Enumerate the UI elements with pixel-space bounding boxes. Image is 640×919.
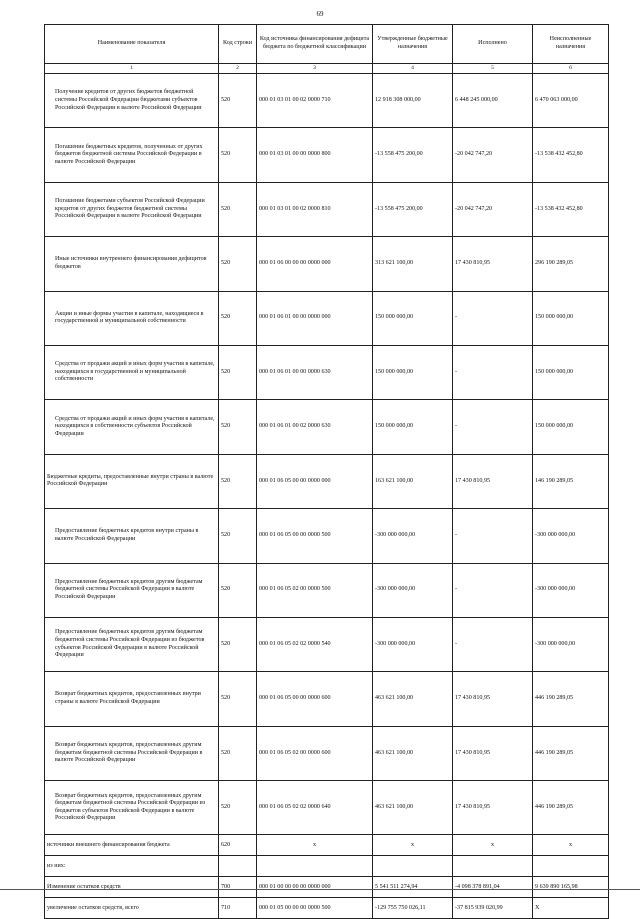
row-name: Предоставление бюджетных кредитов внутри страны в валюте Российской Федерации	[45, 509, 219, 563]
header-source-code: Код источника финансирования дефицита бюджета по бюджетной классификации	[257, 25, 373, 64]
row-source-code: x	[257, 835, 373, 856]
empty-cell	[453, 856, 533, 877]
row-line-code: 520	[219, 182, 257, 236]
column-number: 2	[219, 64, 257, 74]
row-line-code: 520	[219, 400, 257, 454]
row-unexecuted: 150 000 000,00	[533, 345, 609, 399]
row-approved: 150 000 000,00	[373, 291, 453, 345]
header-line-code: Код строки	[219, 25, 257, 64]
column-number: 1	[45, 64, 219, 74]
row-name: увеличение остатков средств, всего	[45, 898, 219, 919]
row-executed: 17 430 810,95	[453, 237, 533, 291]
row-source-code: 000 01 03 01 00 00 0000 800	[257, 128, 373, 182]
row-name: источники внешнего финансирования бюджета	[45, 835, 219, 856]
table-row	[45, 182, 609, 236]
row-approved: 463 621 100,00	[373, 781, 453, 835]
row-approved: 5 541 511 274,94	[373, 877, 453, 898]
empty-cell	[373, 856, 453, 877]
row-unexecuted: -300 000 000,00	[533, 617, 609, 671]
row-name: Бюджетные кредиты, предоставленные внутри страны в валюте Российской Федерации	[45, 454, 219, 508]
row-unexecuted: 150 000 000,00	[533, 291, 609, 345]
row-approved: -129 755 750 026,11	[373, 898, 453, 919]
table-row	[45, 781, 609, 835]
header-indicator-name: Наименование показателя	[45, 25, 219, 64]
header-approved: Утвержденные бюджетные назначения	[373, 25, 453, 64]
row-executed: -	[453, 509, 533, 563]
row-source-code: 000 01 06 05 02 00 0000 600	[257, 726, 373, 780]
table-row	[45, 345, 609, 399]
row-line-code: 520	[219, 617, 257, 671]
row-unexecuted: 6 470 063 000,00	[533, 74, 609, 128]
row-executed: 17 430 810,95	[453, 672, 533, 726]
row-name: Предоставление бюджетных кредитов другим бюджетам бюджетной системы Российской Федерации в валюте Российской Федерации	[45, 563, 219, 617]
header-row	[45, 25, 609, 64]
row-line-code: 520	[219, 563, 257, 617]
column-number: 4	[373, 64, 453, 74]
empty-cell	[533, 856, 609, 877]
row-name: Возврат бюджетных кредитов, предоставленных другим бюджетам бюджетной системы Российской Федерации в валюте Российской Федерации	[45, 726, 219, 780]
row-unexecuted: 446 190 289,05	[533, 672, 609, 726]
row-line-code: 520	[219, 781, 257, 835]
row-line-code: 710	[219, 898, 257, 919]
budget-sources-table	[44, 24, 609, 919]
row-name: Возврат бюджетных кредитов, предоставленных внутри страны в валюте Российской Федерации	[45, 672, 219, 726]
row-approved: 163 621 100,00	[373, 454, 453, 508]
row-executed: -	[453, 563, 533, 617]
table-row	[45, 726, 609, 780]
row-approved: 150 000 000,00	[373, 345, 453, 399]
row-executed: x	[453, 835, 533, 856]
row-name: Возврат бюджетных кредитов, предоставленных другим бюджетам бюджетной системы Российской Федерации из бюджетов субъектов Российской Федерации в валюте Российской Федерации	[45, 781, 219, 835]
row-unexecuted: 9 639 890 165,98	[533, 877, 609, 898]
empty-cell	[257, 856, 373, 877]
column-number-row	[45, 64, 609, 74]
row-name: из них:	[45, 856, 219, 877]
row-line-code: 520	[219, 291, 257, 345]
row-name: Изменение остатков средств	[45, 877, 219, 898]
row-name: Погашение бюджетами субъектов Российской Федерации кредитов от других бюджетов бюджетной системы Российской Федерации в валюте Российской Федерации	[45, 182, 219, 236]
header-unexecuted: Неисполненные назначения	[533, 25, 609, 64]
row-line-code: 520	[219, 345, 257, 399]
row-unexecuted: -300 000 000,00	[533, 563, 609, 617]
row-source-code: 000 01 03 01 00 02 0000 710	[257, 74, 373, 128]
row-approved: 463 621 100,00	[373, 672, 453, 726]
row-unexecuted: -13 538 432 452,80	[533, 128, 609, 182]
column-number: 6	[533, 64, 609, 74]
row-unexecuted: 296 190 289,05	[533, 237, 609, 291]
row-name: Иные источники внутреннего финансирования дефицитов бюджетов	[45, 237, 219, 291]
row-executed: 17 430 810,95	[453, 454, 533, 508]
row-source-code: 000 01 06 05 02 02 0000 540	[257, 617, 373, 671]
row-approved: -13 558 475 200,00	[373, 128, 453, 182]
row-line-code: 520	[219, 237, 257, 291]
row-unexecuted: -13 538 432 452,80	[533, 182, 609, 236]
row-executed: 6 448 245 000,00	[453, 74, 533, 128]
table-row	[45, 74, 609, 128]
table-row	[45, 128, 609, 182]
row-approved: x	[373, 835, 453, 856]
row-approved: -13 558 475 200,00	[373, 182, 453, 236]
row-line-code: 520	[219, 509, 257, 563]
row-source-code: 000 01 00 00 00 00 0000 000	[257, 877, 373, 898]
row-source-code: 000 01 06 05 00 00 0000 600	[257, 672, 373, 726]
row-approved: -300 000 000,00	[373, 617, 453, 671]
row-unexecuted: x	[533, 835, 609, 856]
table-row	[45, 877, 609, 898]
row-source-code: 000 01 06 05 00 00 0000 500	[257, 509, 373, 563]
row-executed: 17 430 810,95	[453, 781, 533, 835]
row-line-code: 520	[219, 454, 257, 508]
page-bottom-rule	[0, 889, 640, 890]
row-name: Средства от продажи акций и иных форм участия в капитале, находящихся в государственной и муниципальной собственности	[45, 345, 219, 399]
row-executed: -20 042 747,20	[453, 182, 533, 236]
row-source-code: 000 01 03 01 00 02 0000 810	[257, 182, 373, 236]
row-approved: -300 000 000,00	[373, 563, 453, 617]
row-executed: -	[453, 617, 533, 671]
row-approved: 313 621 100,00	[373, 237, 453, 291]
row-name: Предоставление бюджетных кредитов другим бюджетам бюджетной системы Российской Федерации из бюджетов субъектов Российской Федерации в валюте Российской Федерации	[45, 617, 219, 671]
row-line-code: 700	[219, 877, 257, 898]
row-approved: 12 918 308 000,00	[373, 74, 453, 128]
row-name: Получение кредитов от других бюджетов бюджетной системы Российской Федерации бюджетами субъектов Российской Федерации в валюте Российской Федерации	[45, 74, 219, 128]
row-name: Акции и иные формы участия в капитале, находящиеся в государственной и муниципальной собственности	[45, 291, 219, 345]
table-row	[45, 563, 609, 617]
row-source-code: 000 01 05 00 00 00 0000 500	[257, 898, 373, 919]
row-line-code: 520	[219, 128, 257, 182]
row-line-code: 520	[219, 672, 257, 726]
row-source-code: 000 01 06 01 00 00 0000 630	[257, 345, 373, 399]
row-unexecuted: -300 000 000,00	[533, 509, 609, 563]
row-source-code: 000 01 06 05 00 00 0000 000	[257, 454, 373, 508]
row-approved: 463 621 100,00	[373, 726, 453, 780]
row-executed: 17 430 810,95	[453, 726, 533, 780]
row-source-code: 000 01 06 01 00 02 0000 630	[257, 400, 373, 454]
row-executed: -20 042 747,20	[453, 128, 533, 182]
row-name: Средства от продажи акций и иных форм участия в капитале, находящихся в собственности субъектов Российской Федерации	[45, 400, 219, 454]
row-unexecuted: 446 190 289,05	[533, 781, 609, 835]
column-number: 3	[257, 64, 373, 74]
row-source-code: 000 01 06 00 00 00 0000 000	[257, 237, 373, 291]
table-row	[45, 617, 609, 671]
empty-cell	[219, 856, 257, 877]
table-row	[45, 509, 609, 563]
page-number: 69	[316, 10, 324, 18]
column-number: 5	[453, 64, 533, 74]
header-executed: Исполнено	[453, 25, 533, 64]
table-row	[45, 237, 609, 291]
table-row	[45, 672, 609, 726]
table-row	[45, 898, 609, 919]
table-row	[45, 291, 609, 345]
row-line-code: 520	[219, 74, 257, 128]
row-line-code: 620	[219, 835, 257, 856]
table-row	[45, 454, 609, 508]
row-unexecuted: X	[533, 898, 609, 919]
row-unexecuted: 150 000 000,00	[533, 400, 609, 454]
row-executed: -4 098 378 891,04	[453, 877, 533, 898]
row-executed: -	[453, 345, 533, 399]
row-line-code: 520	[219, 726, 257, 780]
row-unexecuted: 146 190 289,05	[533, 454, 609, 508]
row-unexecuted: 446 190 289,05	[533, 726, 609, 780]
table-row	[45, 835, 609, 856]
row-approved: -300 000 000,00	[373, 509, 453, 563]
row-source-code: 000 01 06 01 00 00 0000 000	[257, 291, 373, 345]
table-row	[45, 856, 609, 877]
row-source-code: 000 01 06 05 02 00 0000 500	[257, 563, 373, 617]
row-executed: -	[453, 291, 533, 345]
row-approved: 150 000 000,00	[373, 400, 453, 454]
row-executed: -37 815 939 020,99	[453, 898, 533, 919]
table-row	[45, 400, 609, 454]
row-source-code: 000 01 06 05 02 02 0000 640	[257, 781, 373, 835]
row-name: Погашение бюджетных кредитов, полученных от других бюджетов бюджетной системы Российской Федерации в валюте Российской Федерации	[45, 128, 219, 182]
row-executed: -	[453, 400, 533, 454]
